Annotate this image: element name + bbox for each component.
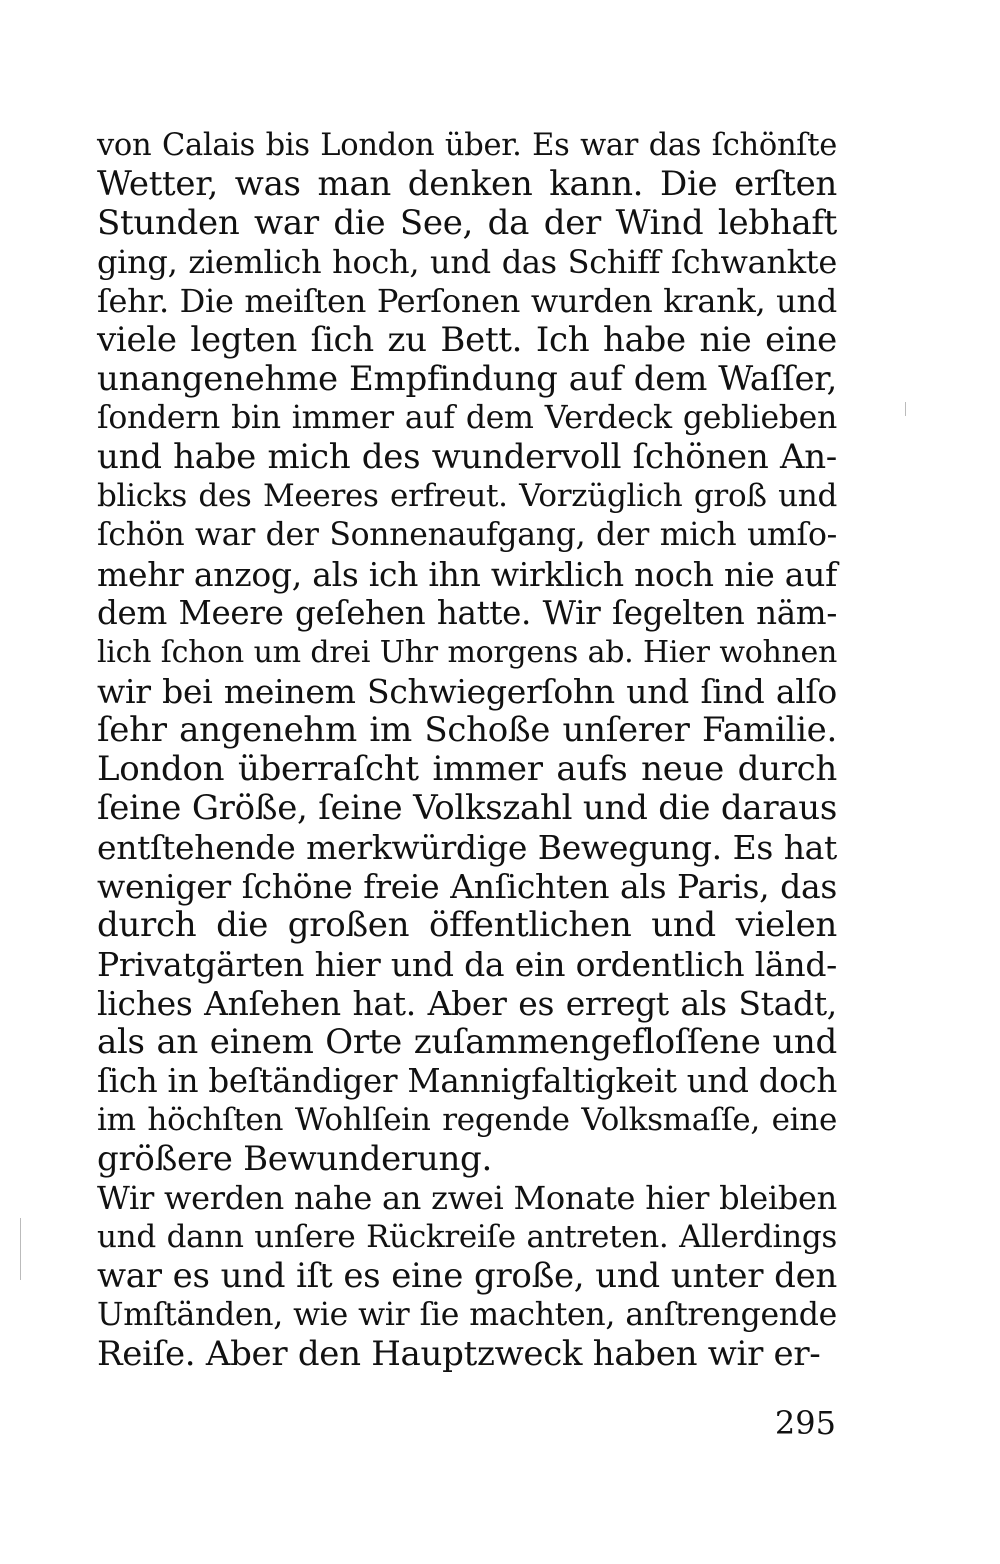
text-line: viele legten ſich zu Bett. Ich habe nie eine (97, 320, 837, 360)
text-line: und habe mich des wundervoll ſchönen An- (97, 437, 837, 477)
text-line: entſtehende merkwürdige Bewegung. Es hat (97, 828, 837, 867)
text-line: London überraſcht immer aufs neue durch (97, 749, 837, 789)
text-line: ſich in beſtändiger Mannigfaltigkeit und doch (97, 1062, 837, 1100)
text-line: von Calais bis London über. Es war das ſchönſte (97, 128, 837, 163)
body-text (97, 126, 837, 1374)
text-line: unangenehme Empfindung auf dem Waſſer, (97, 359, 837, 399)
text-line: weniger ſchöne freie Anſichten als Paris, das (97, 867, 837, 906)
text-line: ging, ziemlich hoch, und das Schiff ſchwankte (97, 243, 837, 281)
text-line: mehr anzog, als ich ihn wirklich noch nie auf (97, 555, 837, 594)
scan-mark (20, 1218, 21, 1280)
page-number: 295 (774, 1404, 836, 1442)
text-line: Umſtänden, wie wir ſie machten, anſtrengende (97, 1297, 837, 1333)
text-line: ſehr. Die meiſten Perſonen wurden krank, und (97, 282, 837, 320)
text-line: im höchſten Wohlſein regende Volksmaſſe, eine (97, 1102, 837, 1138)
text-line: als an einem Orte zuſammengefloſſene und (97, 1022, 837, 1062)
text-line: und dann unſere Rückreiſe antreten. Allerdings (97, 1219, 837, 1255)
text-line: ſeine Größe, ſeine Volkszahl und die daraus (97, 788, 837, 828)
text-line: durch die großen öffentlichen und vielen (97, 905, 837, 945)
text-line: war es und iſt es eine große, und unter den (97, 1256, 837, 1296)
text-line: Wetter, was man denken kann. Die erſten (97, 164, 837, 204)
text-line: größere Bewunderung. (97, 1139, 493, 1179)
text-line: Reiſe. Aber den Hauptzweck haben wir er- (97, 1334, 821, 1374)
text-line: ſchön war der Sonnenaufgang, der mich umſo- (97, 517, 837, 553)
text-line: Stunden war die See, da der Wind lebhaft (97, 203, 837, 243)
text-line: lich ſchon um drei Uhr morgens ab. Hier wohnen (97, 635, 837, 670)
text-line: dem Meere geſehen hatte. Wir ſegelten näm- (97, 594, 837, 632)
text-line: liches Anſehen hat. Aber es erregt als Stadt, (97, 984, 837, 1023)
text-line: ſehr angenehm im Schoße unſerer Familie. (97, 710, 837, 750)
text-line: Privatgärten hier und da ein ordentlich länd- (97, 945, 837, 984)
text-line: ſondern bin immer auf dem Verdeck geblieben (97, 400, 837, 436)
text-line: wir bei meinem Schwiegerſohn und ſind alſo (97, 672, 837, 711)
scan-mark (905, 402, 906, 416)
text-line: blicks des Meeres erfreut. Vorzüglich groß und (97, 478, 837, 514)
text-line: Wir werden nahe an zwei Monate hier bleiben (97, 1179, 837, 1217)
